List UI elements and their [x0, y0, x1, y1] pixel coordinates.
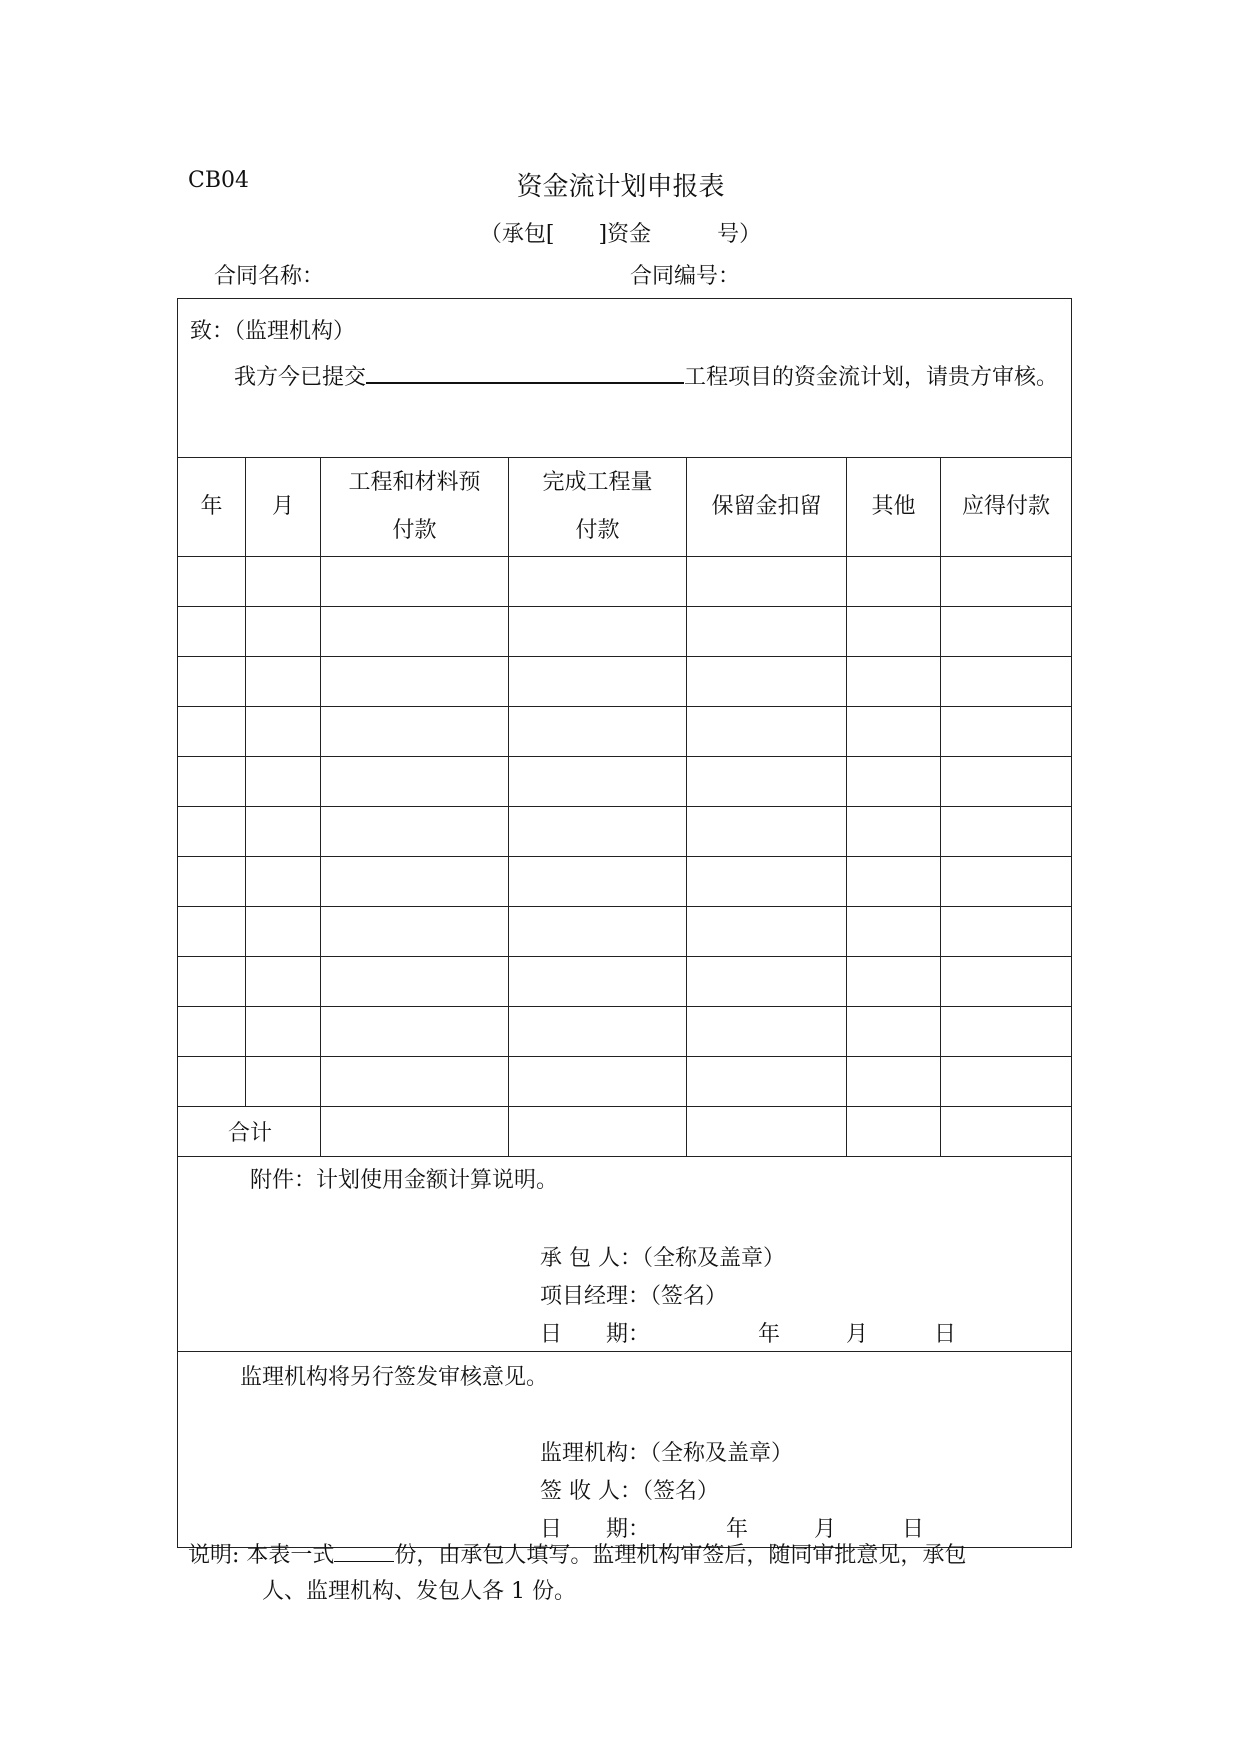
table-cell[interactable]	[178, 707, 246, 757]
table-row	[178, 707, 1072, 757]
supervisor-date-month: 月	[814, 1517, 837, 1542]
table-cell[interactable]	[246, 807, 321, 857]
contract-name-label: 合同名称：	[214, 264, 325, 289]
table-cell[interactable]	[687, 957, 847, 1007]
table-cell[interactable]	[847, 707, 941, 757]
total-cell[interactable]	[941, 1107, 1072, 1157]
table-cell[interactable]	[941, 707, 1072, 757]
table-row	[178, 557, 1072, 607]
table-cell[interactable]	[509, 1057, 687, 1107]
table-cell[interactable]	[509, 607, 687, 657]
table-cell[interactable]	[509, 1007, 687, 1057]
table-cell[interactable]	[509, 907, 687, 957]
table-cell[interactable]	[941, 607, 1072, 657]
table-cell[interactable]	[321, 757, 509, 807]
table-cell[interactable]	[687, 857, 847, 907]
data-rows	[178, 557, 1072, 1107]
table-cell[interactable]	[321, 607, 509, 657]
col-header-line: 付款	[392, 518, 437, 543]
receiver-label: 签 收 人：（签名）	[540, 1479, 719, 1504]
table-row	[178, 857, 1072, 907]
table-cell[interactable]	[178, 657, 246, 707]
table-row	[178, 607, 1072, 657]
supervisor-date-year: 年	[726, 1517, 749, 1542]
table-cell[interactable]	[847, 1057, 941, 1107]
table-cell[interactable]	[941, 857, 1072, 907]
table-cell[interactable]	[687, 657, 847, 707]
page-title: 资金流计划申报表	[516, 172, 725, 202]
col-header-year: 年	[178, 458, 246, 557]
project-manager-label: 项目经理：（签名）	[540, 1284, 728, 1309]
serial-number: （承包[ ]资金 号）	[479, 222, 762, 247]
table-cell[interactable]	[246, 557, 321, 607]
total-cell[interactable]	[687, 1107, 847, 1157]
form-code: CB04	[188, 168, 249, 193]
table-cell[interactable]	[509, 857, 687, 907]
table-cell[interactable]	[847, 1007, 941, 1057]
table-cell[interactable]	[687, 907, 847, 957]
table-cell[interactable]	[178, 1057, 246, 1107]
col-header-payable: 应得付款	[941, 458, 1072, 557]
table-cell[interactable]	[178, 1007, 246, 1057]
table-cell[interactable]	[246, 907, 321, 957]
table-cell[interactable]	[509, 557, 687, 607]
total-cell[interactable]	[509, 1107, 687, 1157]
table-cell[interactable]	[941, 1007, 1072, 1057]
col-header-line: 付款	[575, 518, 620, 543]
col-header-advance-payment	[321, 458, 509, 557]
col-header-month: 月	[246, 458, 321, 557]
intro-text-after: 工程项目的资金流计划，请贵方审核。	[684, 365, 1059, 390]
table-cell[interactable]	[321, 957, 509, 1007]
table-cell[interactable]	[687, 707, 847, 757]
intro-text-before: 我方今已提交	[234, 365, 367, 390]
contractor-date-month: 月	[846, 1322, 869, 1347]
table-cell[interactable]	[321, 1057, 509, 1107]
table-cell[interactable]	[178, 557, 246, 607]
table-cell[interactable]	[321, 707, 509, 757]
table-row	[178, 807, 1072, 857]
table-cell[interactable]	[847, 957, 941, 1007]
fund-flow-form	[177, 298, 1072, 1548]
table-cell[interactable]	[941, 757, 1072, 807]
intro-section	[178, 299, 1072, 458]
contractor-date-label: 日 期：	[540, 1322, 651, 1347]
table-cell[interactable]	[847, 607, 941, 657]
supervisor-org-label: 监理机构：（全称及盖章）	[540, 1441, 794, 1466]
table-cell[interactable]	[246, 757, 321, 807]
table-cell[interactable]	[687, 807, 847, 857]
table-cell[interactable]	[847, 557, 941, 607]
table-cell[interactable]	[941, 807, 1072, 857]
table-cell[interactable]	[321, 907, 509, 957]
table-cell[interactable]	[246, 657, 321, 707]
table-row	[178, 757, 1072, 807]
table-cell[interactable]	[321, 857, 509, 907]
table-row	[178, 1007, 1072, 1057]
attachment-note: 附件：计划使用金额计算说明。	[250, 1168, 559, 1193]
table-cell[interactable]	[246, 1007, 321, 1057]
footer-note-line2: 人、监理机构、发包人各 1 份。	[262, 1579, 576, 1604]
table-cell[interactable]	[941, 957, 1072, 1007]
total-row	[178, 1107, 1072, 1157]
footer-note	[188, 1538, 966, 1569]
total-label: 合计	[178, 1107, 321, 1157]
table-cell[interactable]	[941, 1057, 1072, 1107]
table-cell[interactable]	[246, 1057, 321, 1107]
table-cell[interactable]	[246, 707, 321, 757]
table-cell[interactable]	[321, 557, 509, 607]
col-header-retention: 保留金扣留	[687, 458, 847, 557]
table-cell[interactable]	[509, 957, 687, 1007]
table-row	[178, 957, 1072, 1007]
table-cell[interactable]	[509, 657, 687, 707]
supervisor-section	[178, 1352, 1072, 1548]
table-cell[interactable]	[941, 557, 1072, 607]
col-header-other: 其他	[847, 458, 941, 557]
table-cell[interactable]	[321, 807, 509, 857]
table-cell[interactable]	[847, 857, 941, 907]
table-cell[interactable]	[178, 957, 246, 1007]
table-cell[interactable]	[941, 657, 1072, 707]
project-name-blank[interactable]	[366, 356, 684, 384]
contractor-date-day: 日	[934, 1322, 957, 1347]
table-cell[interactable]	[178, 907, 246, 957]
copies-blank[interactable]	[334, 1539, 394, 1562]
supervisor-date-day: 日	[902, 1517, 925, 1542]
table-cell[interactable]	[941, 907, 1072, 957]
table-cell[interactable]	[246, 857, 321, 907]
table-cell[interactable]	[847, 757, 941, 807]
table-cell[interactable]	[178, 607, 246, 657]
contractor-date-year: 年	[758, 1322, 781, 1347]
table-header-row	[178, 458, 1072, 557]
col-header-line: 完成工程量	[542, 470, 653, 495]
contractor-label: 承 包 人：（全称及盖章）	[540, 1246, 785, 1271]
table-cell[interactable]	[687, 1057, 847, 1107]
table-row	[178, 657, 1072, 707]
table-cell[interactable]	[687, 1007, 847, 1057]
table-cell[interactable]	[321, 1007, 509, 1057]
table-cell[interactable]	[246, 607, 321, 657]
table-cell[interactable]	[509, 807, 687, 857]
supervisor-date-label: 日 期：	[540, 1517, 651, 1542]
footer-note-rest: 份，由承包人填写。监理机构审签后，随同审批意见，承包	[394, 1543, 967, 1568]
col-header-line: 工程和材料预	[348, 470, 481, 495]
table-cell[interactable]	[687, 757, 847, 807]
table-cell[interactable]	[509, 757, 687, 807]
table-cell[interactable]	[687, 607, 847, 657]
table-cell[interactable]	[178, 807, 246, 857]
table-cell[interactable]	[509, 707, 687, 757]
table-cell[interactable]	[246, 957, 321, 1007]
total-cell[interactable]	[321, 1107, 509, 1157]
table-cell[interactable]	[847, 807, 941, 857]
contract-number-label: 合同编号：	[630, 264, 741, 289]
table-cell[interactable]	[178, 857, 246, 907]
table-row	[178, 1057, 1072, 1107]
table-cell[interactable]	[847, 907, 941, 957]
table-cell[interactable]	[847, 657, 941, 707]
table-row	[178, 907, 1072, 957]
supervisor-note: 监理机构将另行签发审核意见。	[240, 1365, 549, 1390]
col-header-work-payment	[509, 458, 687, 557]
contractor-section	[178, 1157, 1072, 1352]
table-cell[interactable]	[178, 757, 246, 807]
table-cell[interactable]	[687, 557, 847, 607]
table-cell[interactable]	[321, 657, 509, 707]
footer-note-prefix: 说明: 本表一式	[188, 1543, 335, 1568]
total-cell[interactable]	[847, 1107, 941, 1157]
to-line: 致：（监理机构）	[190, 319, 356, 344]
